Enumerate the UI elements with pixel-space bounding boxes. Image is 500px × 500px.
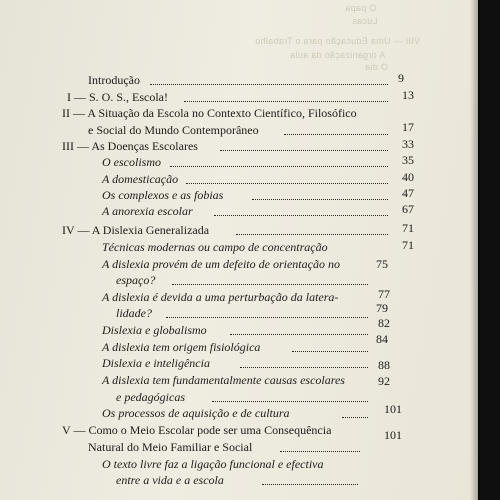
toc-ch4-item-3-line1: A dislexia é devida a uma perturbação da latera- (102, 290, 339, 304)
dot-leader (284, 133, 388, 135)
toc-ch2-line2: e Social do Mundo Contemporâneo (88, 123, 259, 137)
ghost-line-4: A organização da aula (290, 50, 386, 60)
toc-ch4-item-2-line2: espaço? (116, 273, 156, 287)
dot-leader (166, 316, 368, 318)
toc-ch3-item-4: A anorexia escolar (102, 204, 193, 218)
toc-ch3-item-1-page: 35 (402, 153, 414, 167)
dot-leader (170, 165, 388, 167)
toc-ch3-label: III — As Doenças Escolares (62, 139, 198, 153)
dot-leader (184, 100, 388, 102)
toc-ch4-item-1-page: 71 (402, 238, 414, 252)
toc-ch4-item-2-page: 75 (376, 257, 388, 271)
dot-leader (262, 483, 358, 485)
dot-leader (230, 333, 368, 335)
dot-leader (150, 83, 388, 85)
toc-ch3-item-3-page: 47 (402, 186, 414, 200)
toc-ch4-item-3-page: 77 (378, 287, 390, 301)
toc-ch3-item-2-page: 40 (402, 170, 414, 184)
toc-ch4-item-5-page: 82 (378, 316, 390, 330)
toc-ch5-item-1-page: 101 (384, 428, 402, 442)
toc-ch4-item-2-line1: A dislexia provém de um defeito de orientação no (102, 257, 340, 271)
ghost-line-1: O papa (345, 3, 377, 13)
toc-ch2-page: 17 (402, 120, 414, 134)
toc-ch5-item-1-line2: entre a vida e a escola (116, 473, 224, 487)
toc-ch4-item-6-page: 84 (376, 332, 388, 346)
ghost-line-5: O dia (365, 62, 389, 72)
toc-ch4-label: IV — A Dislexia Generalizada (62, 223, 210, 237)
toc-ch4-item-4: Dislexia e globalismo (102, 323, 207, 337)
toc-intro-page: 9 (398, 71, 404, 85)
dot-leader (240, 366, 368, 368)
toc-ch5-line2: Natural do Meio Familiar e Social (88, 440, 253, 454)
toc-ch4-item-8: Os processos de aquisição e de cultura (102, 406, 290, 420)
toc-ch4-item-3-line2: lidade? (116, 306, 152, 320)
dot-leader (280, 450, 360, 452)
dot-leader (252, 198, 388, 200)
dot-leader (214, 214, 388, 216)
toc-ch5-item-1-line1: O texto livre faz a ligação funcional e efectiva (102, 457, 324, 471)
toc-ch5-page: 101 (384, 402, 402, 416)
dot-leader (292, 350, 368, 352)
dot-leader (220, 149, 388, 151)
toc-ch4-item-1: Técnicas modernas ou campo de concentração (102, 240, 328, 254)
toc-ch4-item-7-line1: A dislexia tem fundamentalmente causas escolares (102, 373, 345, 387)
toc-intro-label: Introdução (88, 73, 140, 87)
toc-ch3-item-3: Os complexos e as fobias (102, 188, 224, 202)
toc-ch3-item-1: O escolismo (102, 155, 161, 169)
toc-ch4-item-4-page: 79 (376, 301, 388, 315)
dot-leader (186, 182, 388, 184)
dot-leader (172, 283, 368, 285)
toc-ch1-page: 13 (402, 88, 414, 102)
dot-leader (212, 400, 368, 402)
toc-ch4-item-7-line2: e pedagógicas (116, 390, 185, 404)
dot-leader (236, 233, 388, 235)
dot-leader (342, 416, 368, 418)
toc-ch4-item-6: Dislexia e inteligência (102, 356, 210, 370)
toc-ch4-item-5: A dislexia tem origem fisiológica (102, 340, 261, 354)
toc-ch3-item-4-page: 67 (402, 202, 414, 216)
ghost-line-2: Lucas (352, 16, 378, 26)
toc-ch1-label: I — S. O. S., Escola! (67, 90, 168, 104)
toc-ch4-page: 71 (402, 221, 414, 235)
toc-ch3-item-2: A domesticação (102, 172, 179, 186)
ghost-line-3: VIII — Uma Educação para o Trabalho (255, 36, 421, 46)
toc-ch5-line1: V — Como o Meio Escolar pode ser uma Consequência (62, 423, 332, 437)
toc-ch4-item-7-page: 88 (378, 358, 390, 372)
toc-ch2-line1: II — A Situação da Escola no Contexto Científico, Filosófico (62, 106, 357, 120)
toc-ch3-page: 33 (402, 137, 414, 151)
toc-ch4-item-8-page: 92 (378, 374, 390, 388)
